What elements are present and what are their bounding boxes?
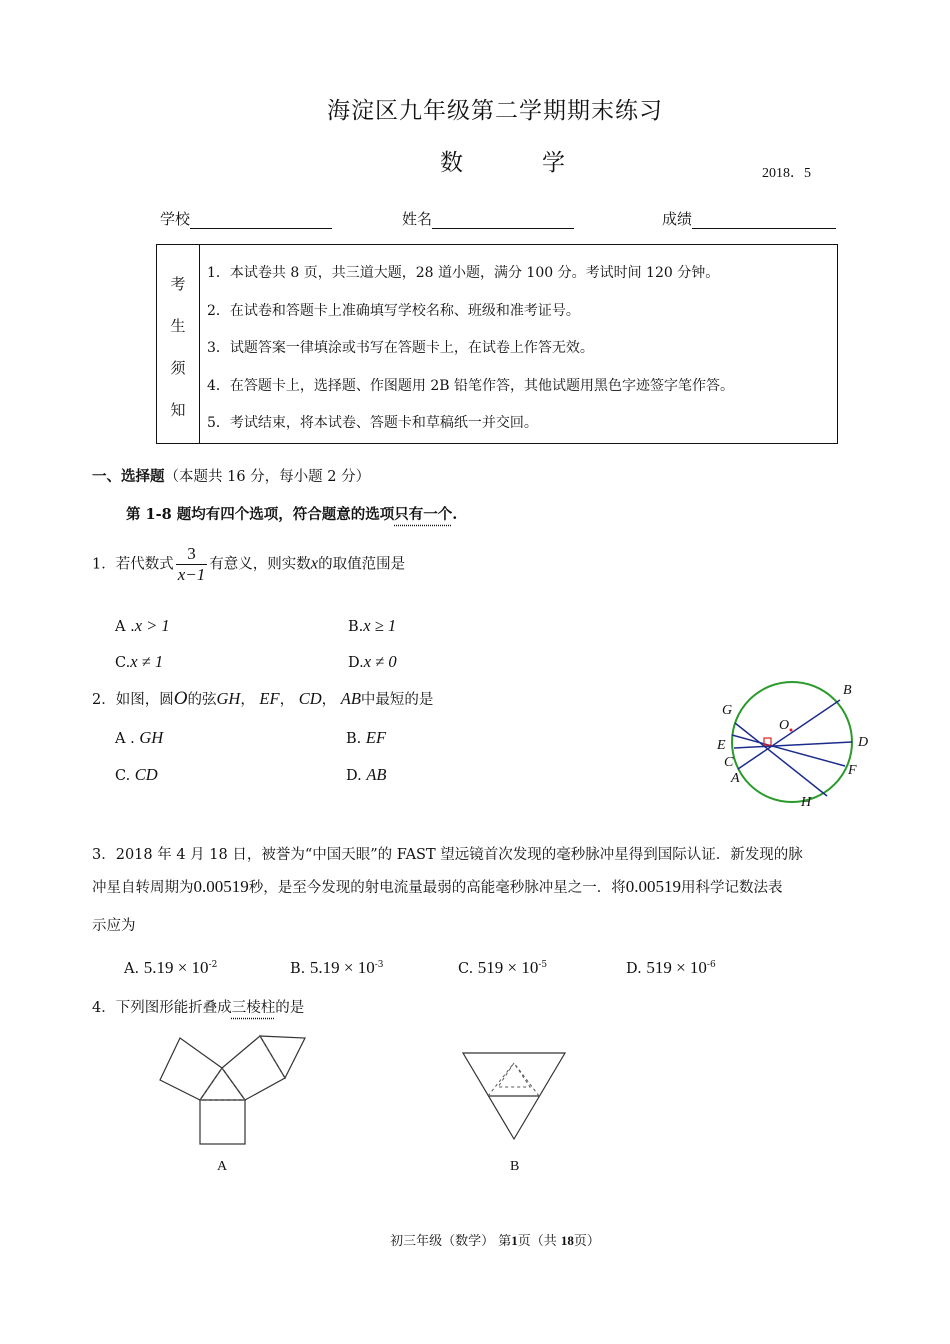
center-point-o	[790, 729, 793, 732]
circle-chords-figure	[700, 670, 880, 820]
q1-option-d[interactable]: D.x ≠ 0	[348, 652, 397, 671]
q2-option-c[interactable]: C. CD	[115, 765, 158, 784]
fraction: $\frac{3}{x-1}$	[177, 544, 206, 584]
q1-option-c[interactable]: C.x ≠ 1	[115, 652, 164, 671]
label-e: E	[717, 738, 726, 753]
question-3-line-1: 3．2018 年 4 月 18 日，被誉为“中国天眼”的 FAST 望远镜首次发现的毫秒脉冲星得到国际认证．新发现的脉	[92, 847, 803, 863]
question-2: 2．如图，圆O的弦GH， EF， CD， AB中最短的是	[92, 688, 434, 709]
label-d: D	[858, 735, 869, 750]
question-1: 1．若代数式 $\frac{3}{x-1}$ 有意义，则实数x的取值范围是	[92, 544, 406, 584]
subject-char: 学	[542, 150, 566, 176]
q3-option-a[interactable]: A. $5.19 \times 10^{-2}$	[124, 958, 218, 977]
school-blank[interactable]	[190, 212, 332, 229]
label-a: A	[731, 771, 740, 786]
label-c: C	[724, 755, 734, 770]
chord-lines	[732, 700, 852, 796]
circle-o	[732, 682, 852, 802]
figure-label-a: A	[217, 1159, 228, 1174]
notice-head-char: 须	[170, 359, 186, 377]
question-3-line-2: 冲星自转周期为0.00519秒，是至今发现的射电流量最弱的高能毫秒脉冲星之一．将0.00519用科学记数法表	[92, 877, 783, 896]
notice-item: 5．考试结束，将本试卷、答题卡和草稿纸一并交回。	[207, 415, 538, 431]
score-field	[662, 208, 836, 229]
question-3-line-3: 示应为	[92, 918, 136, 934]
label-g: G	[722, 703, 733, 718]
label-o: O	[779, 718, 790, 733]
section-note: （本题共 16 分，每小题 2 分）	[164, 469, 371, 485]
notice-item: 3．试题答案一律填涂或书写在答题卡上，在试卷上作答无效。	[207, 340, 594, 356]
label-f: F	[848, 763, 857, 778]
notice-heading	[157, 245, 200, 443]
section-title: 一、选择题	[92, 468, 165, 485]
q3-option-c[interactable]: C. $519 \times 10^{-5}$	[458, 958, 548, 977]
label-h: H	[801, 795, 812, 810]
section-instruction: 第 1-8 题均有四个选项，符合题意的选项只有一个.	[126, 506, 458, 523]
net-figure-a[interactable]	[150, 1030, 320, 1150]
exam-notice-box	[156, 244, 838, 444]
q3-option-b[interactable]: B. $5.19 \times 10^{-3}$	[290, 958, 384, 977]
question-4: 4．下列图形能折叠成三棱柱的是	[92, 1000, 305, 1016]
q2-option-d[interactable]: D. AB	[346, 765, 387, 784]
q1-option-b[interactable]: B.x ≥ 1	[348, 616, 397, 635]
school-field	[160, 208, 332, 229]
section-heading	[92, 465, 370, 486]
score-label: 成绩	[662, 210, 693, 228]
name-label: 姓名	[402, 210, 433, 228]
school-label: 学校	[160, 210, 191, 228]
page-footer: 初三年级（数学） 第1页（共 18页）	[390, 1233, 600, 1249]
label-b: B	[843, 683, 852, 698]
q1-option-a[interactable]: A .x > 1	[115, 616, 170, 635]
net-figure-b[interactable]	[455, 1045, 575, 1145]
name-blank[interactable]	[432, 212, 574, 229]
figure-label-b: B	[510, 1159, 520, 1174]
chord-ab	[738, 700, 840, 769]
emphasis-text: 三棱柱	[231, 1000, 276, 1016]
subject-char: 数	[440, 150, 464, 176]
q2-option-a[interactable]: A . GH	[115, 728, 164, 747]
chord-cd	[734, 742, 852, 748]
notice-item: 2．在试卷和答题卡上准确填写学校名称、班级和准考证号。	[207, 303, 580, 319]
emphasis-text: 只有一个	[394, 506, 453, 523]
name-field	[402, 208, 574, 229]
notice-item: 1．本试卷共 8 页，共三道大题，28 道小题，满分 100 分。考试时间 120 分钟。	[207, 265, 720, 281]
q3-option-d[interactable]: D. $519 \times 10^{-6}$	[626, 958, 716, 977]
q2-option-b[interactable]: B. EF	[346, 728, 387, 747]
score-blank[interactable]	[692, 212, 836, 229]
notice-item: 4．在答题卡上，选择题、作图题用 2B 铅笔作答，其他试题用黑色字迹签字笔作答。	[207, 378, 735, 394]
page-title: 海淀区九年级第二学期期末练习	[327, 98, 663, 124]
notice-head-char: 知	[170, 401, 186, 419]
notice-head-char: 生	[170, 317, 186, 335]
exam-date: 2018．5	[762, 166, 811, 181]
subject-title	[440, 144, 566, 177]
notice-head-char: 考	[170, 275, 186, 293]
